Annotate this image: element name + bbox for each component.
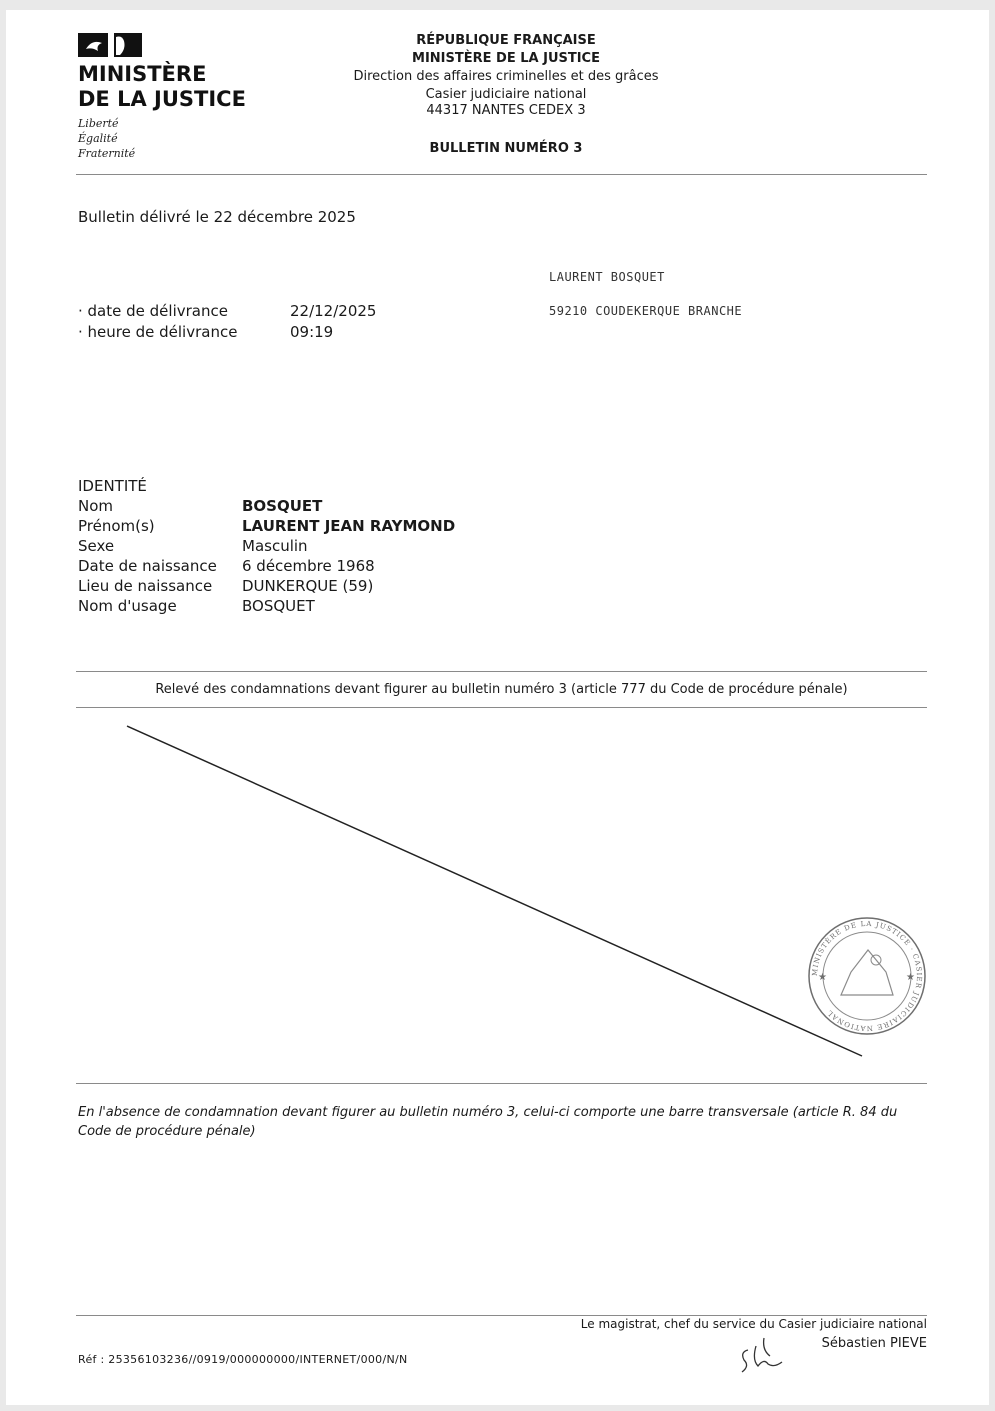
delivery-time-label: · heure de délivrance bbox=[78, 323, 238, 341]
section-bottom-divider bbox=[76, 707, 927, 708]
direction-label: Direction des affaires criminelles et des grâces bbox=[353, 69, 659, 84]
signatory-name: Sébastien PIEVE bbox=[821, 1336, 927, 1351]
seal-text: MINISTÈRE DE LA JUSTICE · CASIER JUDICIAIRE NATIONAL bbox=[810, 919, 924, 1033]
identity-label-nom: Nom bbox=[78, 497, 114, 515]
delivery-date-value: 22/12/2025 bbox=[290, 302, 377, 320]
identity-value-nom-usage: BOSQUET bbox=[242, 597, 315, 615]
transversal-bar bbox=[127, 726, 862, 1056]
republic-label: RÉPUBLIQUE FRANÇAISE bbox=[416, 33, 596, 48]
absence-note: En l'absence de condamnation devant figurer au bulletin numéro 3, celui-ci comporte une barre transversale (article R. 84 du Code de procédure pénale) bbox=[78, 1105, 898, 1139]
identity-label-nom-usage: Nom d'usage bbox=[78, 597, 177, 615]
footer-divider bbox=[76, 1315, 927, 1316]
identity-label-date-naissance: Date de naissance bbox=[78, 557, 217, 575]
reference-number: Réf : 25356103236//0919/000000000/INTERNET/000/N/N bbox=[78, 1353, 408, 1366]
svg-text:★: ★ bbox=[818, 972, 827, 983]
recipient-name: LAURENT BOSQUET bbox=[549, 270, 665, 284]
identity-label-sexe: Sexe bbox=[78, 537, 115, 555]
identity-label-lieu-naissance: Lieu de naissance bbox=[78, 577, 213, 595]
identity-value-lieu-naissance: DUNKERQUE (59) bbox=[242, 577, 374, 595]
signatory-title: Le magistrat, chef du service du Casier judiciaire national bbox=[580, 1317, 927, 1331]
ministry-logo-text: MINISTÈRE DE LA JUSTICE bbox=[78, 62, 246, 111]
republic-motto: Liberté Égalité Fraternité bbox=[78, 117, 136, 160]
identity-value-prenoms: LAURENT JEAN RAYMOND bbox=[242, 517, 456, 535]
transversal-bar-area bbox=[6, 710, 989, 1090]
note-divider bbox=[76, 1083, 927, 1084]
delivery-date-label: · date de délivrance bbox=[78, 302, 228, 320]
identity-label-prenoms: Prénom(s) bbox=[78, 517, 155, 535]
ministry-label: MINISTÈRE DE LA JUSTICE bbox=[412, 51, 600, 66]
identity-value-nom: BOSQUET bbox=[242, 497, 323, 515]
recipient-city: 59210 COUDEKERQUE BRANCHE bbox=[549, 304, 743, 318]
handwritten-signature-icon bbox=[734, 1336, 794, 1376]
identity-value-date-naissance: 6 décembre 1968 bbox=[242, 557, 375, 575]
section-title: Relevé des condamnations devant figurer au bulletin numéro 3 (article 777 du Code de procédure pénale) bbox=[155, 682, 848, 697]
section-top-divider bbox=[76, 671, 927, 672]
document-page bbox=[6, 10, 989, 1405]
header-divider bbox=[76, 174, 927, 175]
delivery-time-value: 09:19 bbox=[290, 323, 334, 341]
svg-text:★: ★ bbox=[906, 972, 915, 983]
address-label: 44317 NANTES CEDEX 3 bbox=[426, 103, 586, 118]
marianne-logo-icon bbox=[78, 33, 142, 57]
identity-value-sexe: Masculin bbox=[242, 537, 308, 555]
identity-heading: IDENTITÉ bbox=[78, 477, 147, 495]
bulletin-title: BULLETIN NUMÉRO 3 bbox=[429, 141, 583, 156]
issued-line: Bulletin délivré le 22 décembre 2025 bbox=[78, 208, 356, 226]
service-label: Casier judiciaire national bbox=[425, 87, 587, 102]
official-seal-icon bbox=[809, 918, 925, 1034]
